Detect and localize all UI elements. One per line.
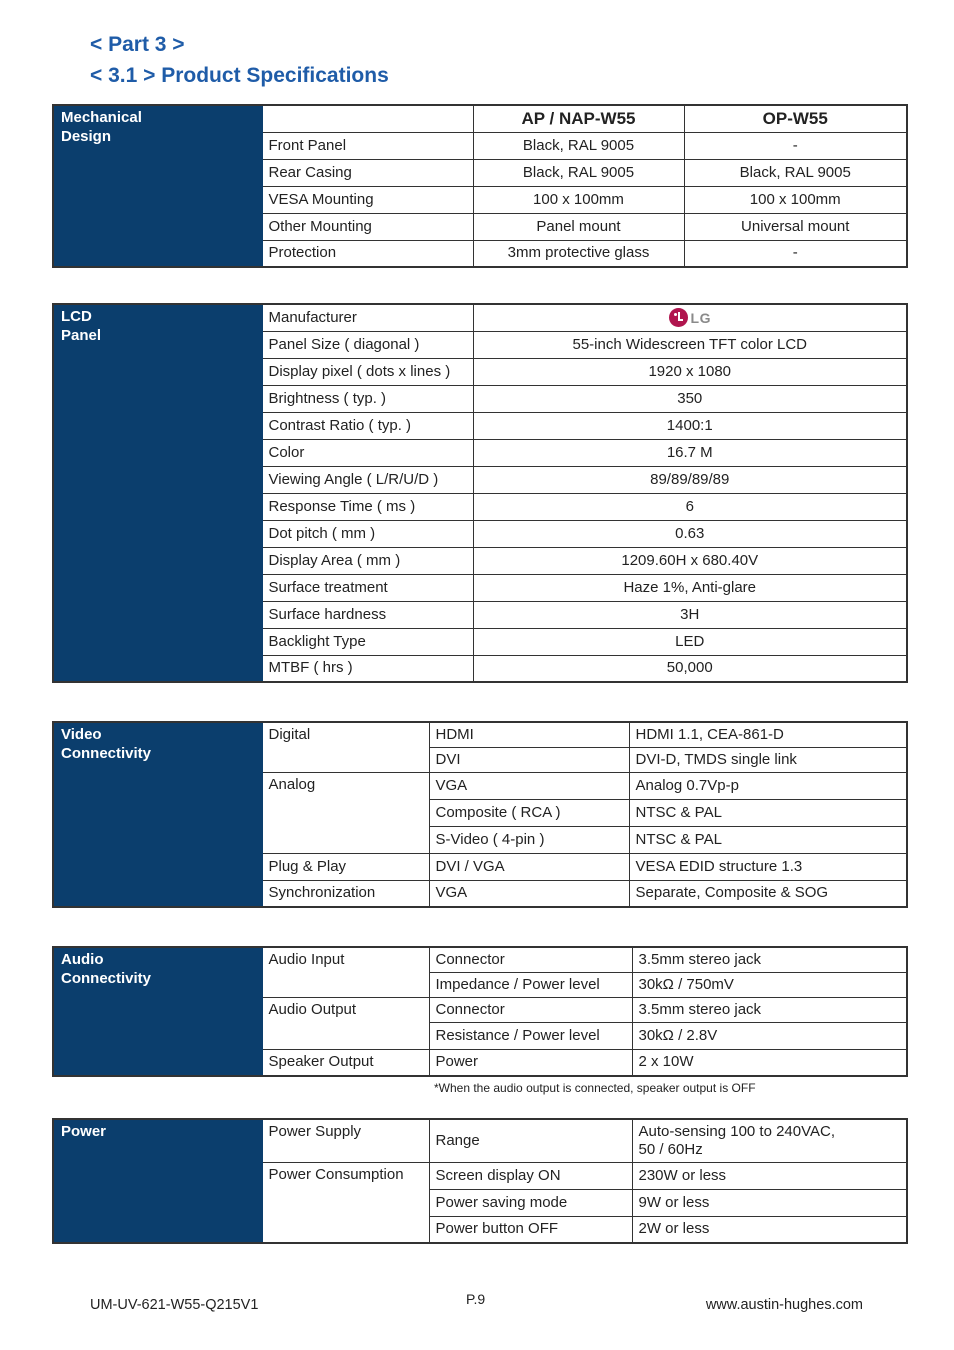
row-value: 3H <box>473 601 907 628</box>
row-value: LED <box>473 628 907 655</box>
row-value-ap: 3mm protective glass <box>473 240 684 267</box>
row-label: Brightness ( typ. ) <box>262 385 473 412</box>
row-value: 1209.60H x 680.40V <box>473 547 907 574</box>
row-label: Protection <box>262 240 473 267</box>
footer-website: www.austin-hughes.com <box>705 1297 863 1313</box>
item-value: 3.5mm stereo jack <box>632 997 907 1022</box>
row-value-op: - <box>684 132 907 159</box>
port-value: DVI-D, TMDS single link <box>629 747 907 772</box>
port-value: Separate, Composite & SOG <box>629 880 907 907</box>
row-label: MTBF ( hrs ) <box>262 655 473 682</box>
group-label-power-supply: Power Supply <box>262 1119 429 1162</box>
item-name: Connector <box>429 997 632 1022</box>
footer-page-number: P.9 <box>466 1291 486 1307</box>
row-label: Front Panel <box>262 132 473 159</box>
row-label: Display Area ( mm ) <box>262 547 473 574</box>
row-label: Color <box>262 439 473 466</box>
section-label-mechanical: Mechanical Design <box>53 105 262 267</box>
group-label-analog: Analog <box>262 772 429 853</box>
group-label-power-consumption: Power Consumption <box>262 1162 429 1243</box>
row-label: Viewing Angle ( L/R/U/D ) <box>262 466 473 493</box>
row-value: 1920 x 1080 <box>473 358 907 385</box>
audio-footnote: *When the audio output is connected, speaker output is OFF <box>434 1081 756 1095</box>
mode-name: Power button OFF <box>429 1216 632 1243</box>
row-value: 89/89/89/89 <box>473 466 907 493</box>
port-value: NTSC & PAL <box>629 799 907 826</box>
item-name: Impedance / Power level <box>429 972 632 997</box>
group-label-audio-input: Audio Input <box>262 947 429 997</box>
row-value-ap: 100 x 100mm <box>473 186 684 213</box>
audio-connectivity-table <box>52 946 908 1077</box>
port-name: DVI / VGA <box>429 853 629 880</box>
row-label: Display pixel ( dots x lines ) <box>262 358 473 385</box>
section-title: < 3.1 > Product Specifications <box>90 64 389 87</box>
port-value: HDMI 1.1, CEA-861-D <box>629 722 907 747</box>
port-name: DVI <box>429 747 629 772</box>
section-label-video: Video Connectivity <box>53 722 262 907</box>
column-header-ap: AP / NAP-W55 <box>473 105 684 132</box>
row-label: Rear Casing <box>262 159 473 186</box>
item-value: 3.5mm stereo jack <box>632 947 907 972</box>
row-value: 6 <box>473 493 907 520</box>
port-value: NTSC & PAL <box>629 826 907 853</box>
port-name: HDMI <box>429 722 629 747</box>
item-value: 2 x 10W <box>632 1049 907 1076</box>
column-header-op: OP-W55 <box>684 105 907 132</box>
section-label-lcd: LCD Panel <box>53 304 262 682</box>
lg-logo-icon <box>669 308 688 327</box>
row-value: 16.7 M <box>473 439 907 466</box>
row-value-op: Black, RAL 9005 <box>684 159 907 186</box>
manufacturer-logo: LG <box>473 304 907 331</box>
group-label-speaker-output: Speaker Output <box>262 1049 429 1076</box>
row-label: Panel Size ( diagonal ) <box>262 331 473 358</box>
section-label-audio: Audio Connectivity <box>53 947 262 1076</box>
group-label-plug-play: Plug & Play <box>262 853 429 880</box>
group-label-sync: Synchronization <box>262 880 429 907</box>
row-value: 55-inch Widescreen TFT color LCD <box>473 331 907 358</box>
row-value-op: Universal mount <box>684 213 907 240</box>
item-name: Resistance / Power level <box>429 1022 632 1049</box>
port-value: Analog 0.7Vp-p <box>629 772 907 799</box>
mode-name: Screen display ON <box>429 1162 632 1189</box>
range-value: Auto-sensing 100 to 240VAC, 50 / 60Hz <box>632 1119 907 1162</box>
row-value: 350 <box>473 385 907 412</box>
port-name: S-Video ( 4-pin ) <box>429 826 629 853</box>
mode-value: 2W or less <box>632 1216 907 1243</box>
row-label: Surface hardness <box>262 601 473 628</box>
row-value-ap: Black, RAL 9005 <box>473 159 684 186</box>
port-name: VGA <box>429 880 629 907</box>
header-blank <box>262 105 473 132</box>
power-table <box>52 1118 908 1244</box>
row-label: Surface treatment <box>262 574 473 601</box>
group-label-digital: Digital <box>262 722 429 772</box>
mode-name: Power saving mode <box>429 1189 632 1216</box>
video-connectivity-table <box>52 721 908 908</box>
row-value: Haze 1%, Anti-glare <box>473 574 907 601</box>
item-name: Power <box>429 1049 632 1076</box>
row-label: VESA Mounting <box>262 186 473 213</box>
part-title: < Part 3 > <box>90 33 185 56</box>
item-name: Connector <box>429 947 632 972</box>
port-value: VESA EDID structure 1.3 <box>629 853 907 880</box>
mechanical-design-table <box>52 104 908 268</box>
row-value-op: 100 x 100mm <box>684 186 907 213</box>
lcd-panel-table <box>52 303 908 683</box>
row-label: Other Mounting <box>262 213 473 240</box>
row-label: Response Time ( ms ) <box>262 493 473 520</box>
row-value: 1400:1 <box>473 412 907 439</box>
section-label-power: Power <box>53 1119 262 1243</box>
row-label: Contrast Ratio ( typ. ) <box>262 412 473 439</box>
row-label: Backlight Type <box>262 628 473 655</box>
port-name: VGA <box>429 772 629 799</box>
manufacturer-label: Manufacturer <box>262 304 473 331</box>
row-value-op: - <box>684 240 907 267</box>
mode-value: 9W or less <box>632 1189 907 1216</box>
range-label: Range <box>429 1119 632 1162</box>
row-value-ap: Black, RAL 9005 <box>473 132 684 159</box>
row-value: 50,000 <box>473 655 907 682</box>
row-value-ap: Panel mount <box>473 213 684 240</box>
group-label-audio-output: Audio Output <box>262 997 429 1049</box>
port-name: Composite ( RCA ) <box>429 799 629 826</box>
item-value: 30kΩ / 750mV <box>632 972 907 997</box>
row-value: 0.63 <box>473 520 907 547</box>
item-value: 30kΩ / 2.8V <box>632 1022 907 1049</box>
mode-value: 230W or less <box>632 1162 907 1189</box>
footer-doc-id: UM-UV-621-W55-Q215V1 <box>90 1297 259 1313</box>
row-label: Dot pitch ( mm ) <box>262 520 473 547</box>
